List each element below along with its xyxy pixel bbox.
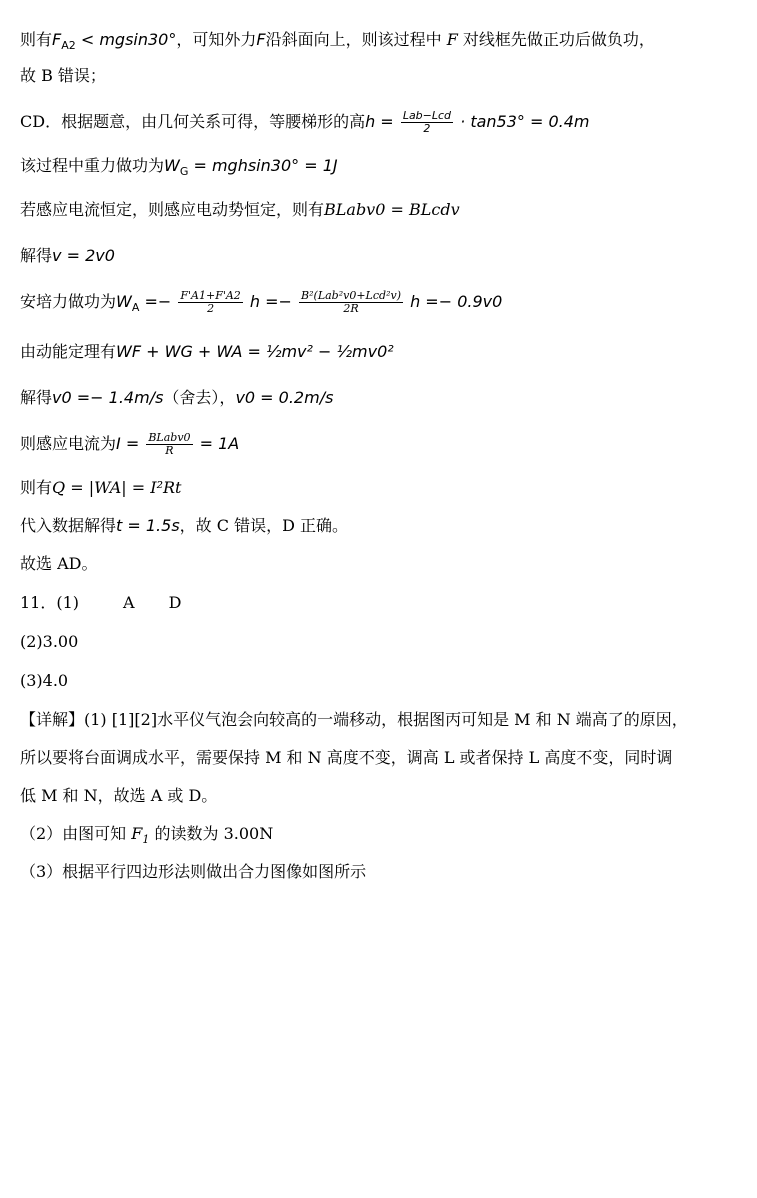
- answer-b: D: [168, 593, 182, 612]
- text-fragment: ，可知外力: [176, 30, 257, 49]
- text-fragment: ，故 C 错误，D 正确。: [179, 516, 348, 535]
- math-expr: I =: [116, 434, 140, 453]
- text-fragment: 若感应电流恒定，则感应电动势恒定，则有: [20, 200, 325, 219]
- line-4: [20, 154, 737, 178]
- math-expr: v = 2v0: [52, 246, 115, 265]
- line-19: 低 M 和 N，故选 A 或 D。: [20, 786, 218, 805]
- math-expr: BLabv0 = BLcdv: [324, 200, 460, 219]
- math-expr: v0 = 0.2m/s: [235, 388, 334, 407]
- line-20: [20, 822, 737, 846]
- math-expr: Q = |WA| = I²Rt: [52, 478, 182, 497]
- line-17: 【详解】(1) [1][2]水平仪气泡会向较高的一端移动，根据图丙可知是 M 和 N 端高了的原因，: [20, 710, 688, 729]
- math-expr: t = 1.5s: [116, 516, 180, 535]
- math-expr: h =− 0.9v0: [410, 292, 503, 311]
- text-fragment: 解得: [20, 388, 53, 407]
- line-9: [20, 386, 737, 410]
- text-fragment: 该过程中重力做功为: [20, 156, 165, 175]
- text-fragment: 则有: [20, 30, 53, 49]
- math-expr: h =−: [249, 292, 292, 311]
- line-3: [20, 110, 737, 135]
- line-11: [20, 476, 737, 500]
- math-expr: $W_G = mghsin30^\circ = 1J$: [164, 156, 338, 179]
- text-fragment: 的读数为 3.00N: [149, 824, 274, 843]
- text-fragment: 沿斜面向上，则该过程中: [265, 30, 442, 49]
- math-expr: = 1A: [199, 434, 240, 453]
- text-fragment: ，: [219, 388, 236, 407]
- line-13: 故选 AD。: [20, 554, 98, 573]
- line-14: [20, 591, 737, 615]
- line-5: [20, 198, 737, 222]
- text-fragment: 对线框先做正功后做负功，: [462, 30, 655, 49]
- math-var: F: [256, 30, 266, 49]
- text-fragment: CD．根据题意，由几何关系可得，等腰梯形的高: [20, 112, 366, 131]
- line-18: 所以要将台面调成水平，需要保持 M 和 N 高度不变，调高 L 或者保持 L 高度不变，同时调: [20, 748, 673, 767]
- line-16: (3)4.0: [20, 671, 69, 690]
- text-fragment: 代入数据解得: [20, 516, 117, 535]
- text-fragment: 解得: [20, 246, 53, 265]
- line-10: [20, 432, 737, 457]
- math-var: F: [446, 30, 458, 49]
- line-1: [20, 28, 737, 52]
- math-expr: h =: [365, 112, 394, 131]
- math-expr: $F_{A2} < mgsin30^\circ$: [52, 30, 177, 53]
- math-var: $F_1$: [131, 824, 150, 847]
- text-fragment: （舍去）: [163, 388, 220, 407]
- line-7: [20, 290, 737, 315]
- text-fragment: 则有: [20, 478, 53, 497]
- text-fragment: 安培力做功为: [20, 292, 117, 311]
- text-fragment: 由动能定理有: [20, 342, 117, 361]
- fraction: $\frac{\text{Lab−Lcd}}{2}$: [402, 109, 452, 135]
- text-fragment: 则感应电流为: [20, 434, 117, 453]
- math-expr: v0 =− 1.4m/s: [52, 388, 164, 407]
- answer-a: A: [123, 593, 135, 612]
- line-12: [20, 514, 737, 538]
- fraction: $\frac{\text{BLabv0}}{R}$: [148, 431, 191, 457]
- math-expr: WF + WG + WA = ½mv² − ½mv0²: [116, 342, 394, 361]
- question-number: 11．(1): [20, 593, 80, 612]
- line-8: [20, 340, 737, 364]
- line-21: （3）根据平行四边形法则做出合力图像如图所示: [20, 862, 367, 881]
- fraction: $\frac{\text{B²(Lab²v0+Lcd²v)}}{2R}$: [301, 289, 401, 315]
- line-2: 故 B 错误；: [20, 66, 106, 85]
- text-fragment: （2）由图可知: [20, 824, 132, 843]
- math-expr: $W_A$ =−: [116, 292, 172, 315]
- line-6: [20, 244, 737, 268]
- math-expr: · tan53° = 0.4m: [460, 112, 590, 131]
- line-15: (2)3.00: [20, 632, 79, 651]
- fraction: $\frac{F'A1+F'A2}{2}$: [180, 289, 241, 315]
